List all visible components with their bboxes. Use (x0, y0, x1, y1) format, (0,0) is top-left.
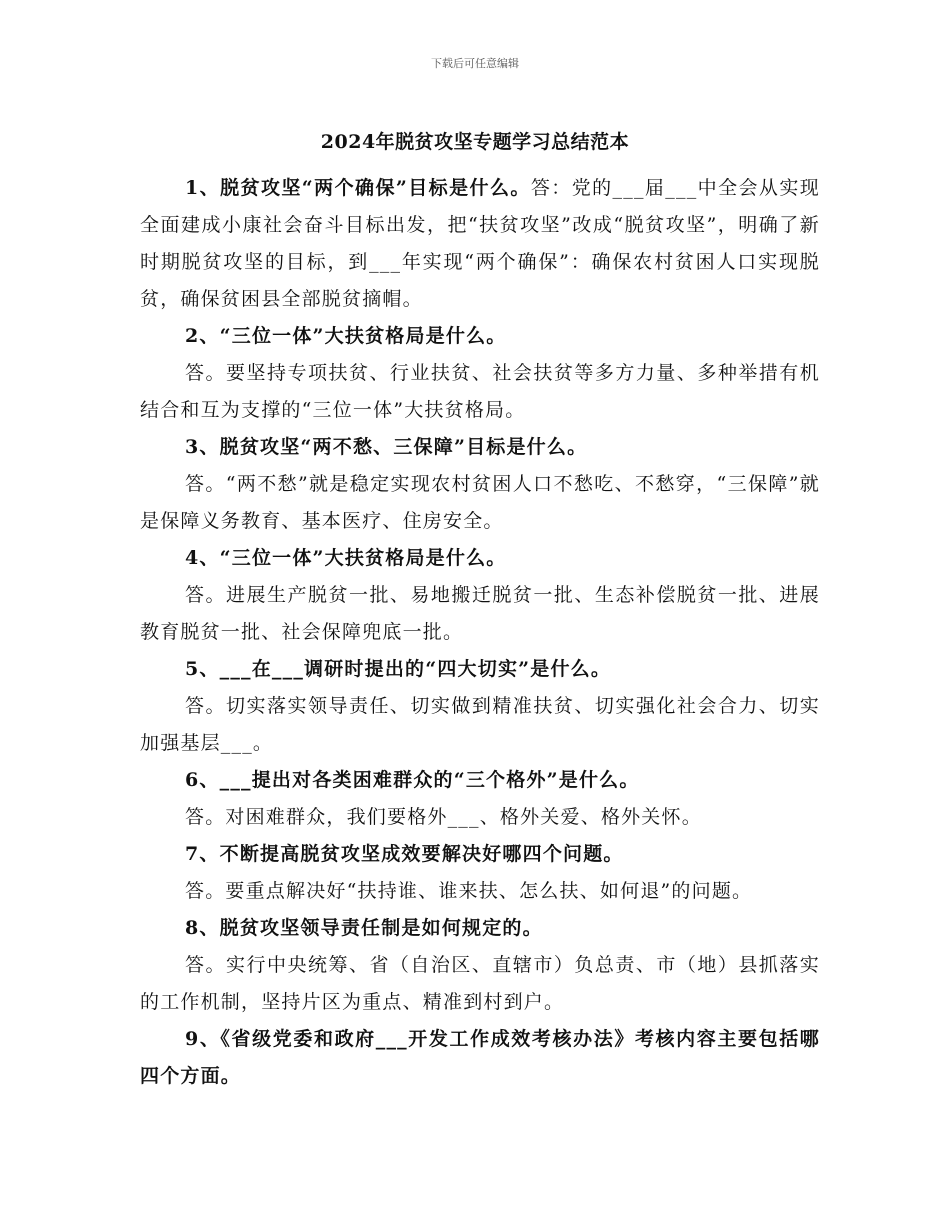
answer-5: 答。切实落实领导责任、切实做到精准扶贫、切实强化社会合力、切实加强基层___。 (140, 695, 820, 754)
answer-6: 答。对困难群众，我们要格外___、格外关爱、格外关怀。 (185, 806, 702, 828)
answer-7: 答。要重点解决好“扶持谁、谁来扶、怎么扶、如何退”的问题。 (185, 880, 753, 902)
question-3: 3、脱贫攻坚“两不愁、三保障”目标是什么。 (185, 436, 588, 458)
header-note: 下载后可任意编辑 (431, 57, 519, 70)
document-body (140, 170, 820, 1095)
question-7: 7、不断提高脱贫攻坚成效要解决好哪四个问题。 (185, 843, 624, 865)
answer-4: 答。进展生产脱贫一批、易地搬迁脱贫一批、生态补偿脱贫一批、进展教育脱贫一批、社会保障兜底一批。 (140, 584, 820, 643)
question-1: 1、脱贫攻坚“两个确保”目标是什么。 (185, 177, 531, 199)
question-2: 2、“三位一体”大扶贫格局是什么。 (185, 325, 507, 347)
answer-3: 答。“两不愁”就是稳定实现农村贫困人口不愁吃、不愁穿，“三保障”就是保障义务教育、基本医疗、住房安全。 (140, 473, 820, 532)
answer-1: 答：党的___届___中全会从实现全面建成小康社会奋斗目标出发，把“扶贫攻坚”改成“脱贫攻坚”，明确了新时期脱贫攻坚的目标，到___年实现“两个确保”：确保农村贫困人口实现脱贫，确保贫困县全部脱贫摘帽。 (140, 177, 820, 310)
paragraph-1 (140, 170, 820, 318)
question-4: 4、“三位一体”大扶贫格局是什么。 (185, 547, 507, 569)
answer-2: 答。要坚持专项扶贫、行业扶贫、社会扶贫等多方力量、多种举措有机结合和互为支撑的“三位一体”大扶贫格局。 (140, 362, 820, 421)
question-5: 5、___在___调研时提出的“四大切实”是什么。 (185, 658, 612, 680)
document-title: 2024年脱贫攻坚专题学习总结范本 (320, 131, 630, 153)
answer-8: 答。实行中央统筹、省（自治区、直辖市）负总责、市（地）县抓落实的工作机制，坚持片区为重点、精准到村到户。 (140, 954, 820, 1013)
question-8: 8、脱贫攻坚领导责任制是如何规定的。 (185, 917, 543, 939)
question-9: 9、《省级党委和政府___开发工作成效考核办法》考核内容主要包括哪四个方面。 (140, 1028, 820, 1087)
question-6: 6、___提出对各类困难群众的“三个格外”是什么。 (185, 769, 640, 791)
